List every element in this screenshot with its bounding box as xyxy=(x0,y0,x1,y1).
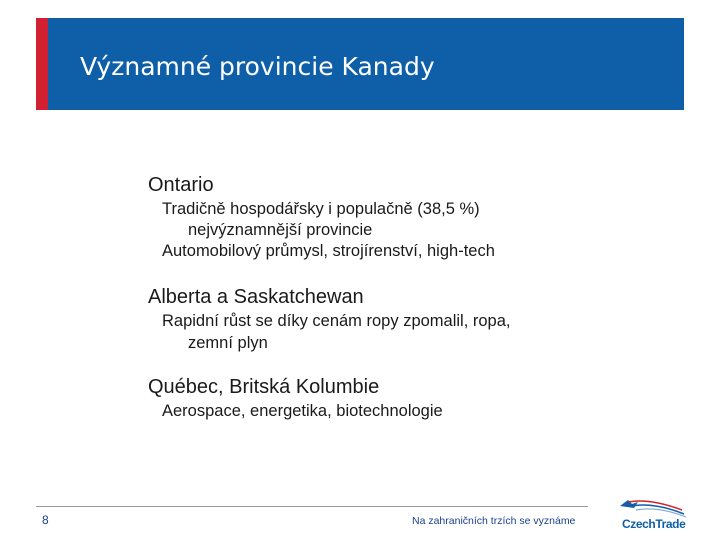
page-number: 8 xyxy=(42,513,49,527)
bullet-point-alberta-1-cont: zemní plyn xyxy=(188,334,268,352)
bullet-point-ontario-1: Tradičně hospodářsky i populačně (38,5 %) xyxy=(162,200,480,218)
logo-swoosh-icon xyxy=(614,496,690,518)
bullet-point-alberta-1: Rapidní růst se díky cenám ropy zpomalil, ropa, xyxy=(162,312,511,330)
bullet-point-ontario-1-cont: nejvýznamnější provincie xyxy=(188,221,373,239)
footer-divider xyxy=(36,506,588,507)
bullet-point-quebec-1: Aerospace, energetika, biotechnologie xyxy=(162,402,443,420)
bullet-point-ontario-2: Automobilový průmysl, strojírenství, high-tech xyxy=(162,242,495,260)
slide-title: Významné provincie Kanady xyxy=(80,52,435,81)
czechtrade-logo xyxy=(614,496,690,534)
bullet-heading-alberta: Alberta a Saskatchewan xyxy=(148,286,364,308)
bullet-heading-quebec: Québec, Britská Kolumbie xyxy=(148,376,380,398)
logo-text: CzechTrade xyxy=(622,517,686,531)
footer-slogan: Na zahraničních trzích se vyznáme xyxy=(412,515,576,527)
bullet-heading-ontario: Ontario xyxy=(148,174,214,196)
